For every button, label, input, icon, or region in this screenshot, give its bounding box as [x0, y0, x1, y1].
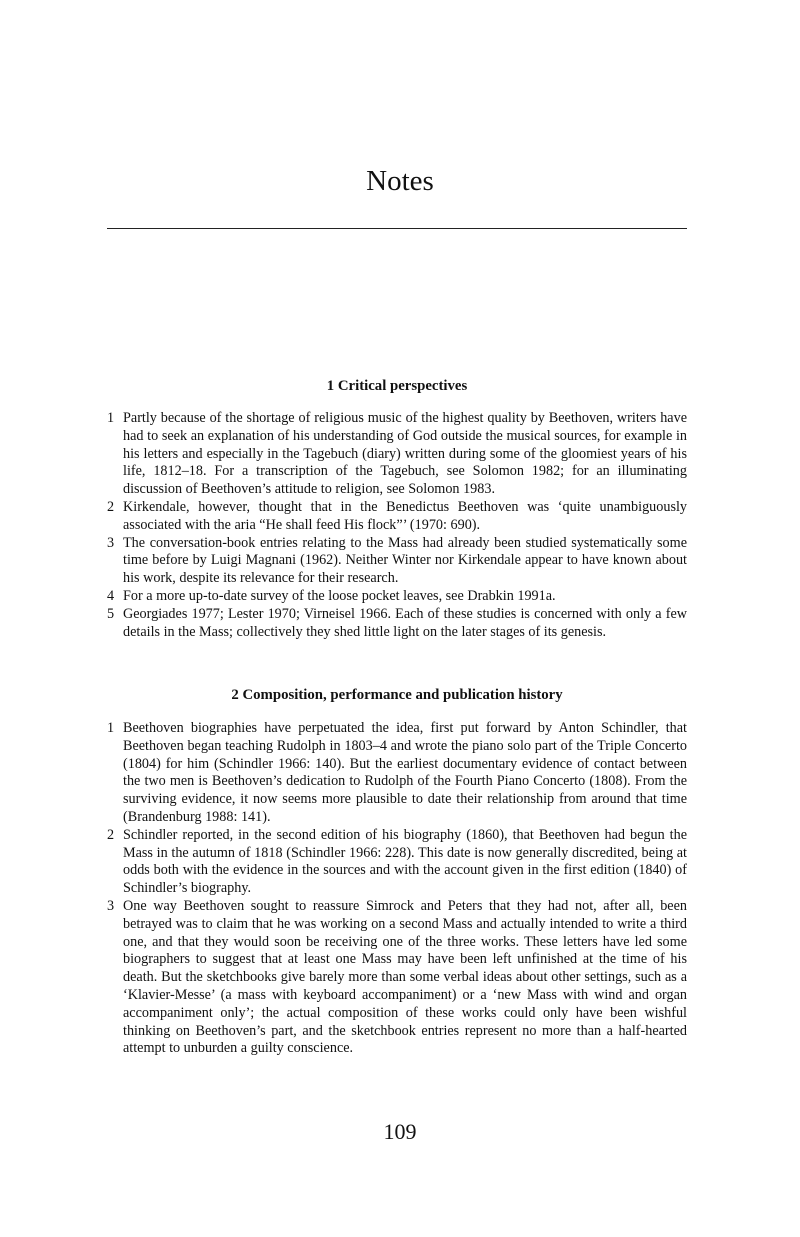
note-number: 2	[107, 826, 115, 843]
note-text: Partly because of the shortage of religious music of the highest quality by Beethoven, writers have had to seek an explanation of his understanding of God outside the musical sources, for example in his letters and especially in the Tagebuch (diary) written during some of the gloomiest years of his life, 1812–18. For a transcription of the Tagebuch, see Solomon 1982; for an illuminating discussion of Beethoven’s attitude to religion, see Solomon 1983.	[123, 410, 687, 498]
note-text: Schindler reported, in the second edition of his biography (1860), that Beethoven had begun the Mass in the autumn of 1818 (Schindler 1966: 228). This date is now generally discredited, being at odds both with the evidence in the sources and with the account given in the first edition (1840) of Schindler’s biography.	[123, 826, 687, 897]
note-item	[107, 535, 687, 588]
section-heading-critical-perspectives: 1 Critical perspectives	[326, 378, 468, 394]
note-text: Georgiades 1977; Lester 1970; Virneisel 1966. Each of these studies is concerned with only a few details in the Mass; collectively they shed little light on the later stages of its genesis.	[123, 605, 687, 640]
note-number: 4	[107, 587, 115, 604]
note-number: 5	[107, 605, 115, 622]
note-item	[107, 827, 687, 898]
page-title: Notes	[366, 165, 434, 197]
note-item	[107, 499, 687, 535]
note-item	[107, 410, 687, 499]
note-number: 3	[107, 534, 115, 551]
note-text: Kirkendale, however, thought that in the Benedictus Beethoven was ‘quite unambiguously associated with the aria “He shall feed His flock”’ (1970: 690).	[123, 498, 687, 533]
note-item	[107, 720, 687, 827]
note-text: One way Beethoven sought to reassure Simrock and Peters that they had not, after all, been betrayed was to claim that he was working on a second Mass and actually intended to write a third one, and that they would soon be receiving one of the three works. These letters have led some biographers to suggest that at least one Mass may have been left unfinished at the time of his death. But the sketchbooks give barely more than some verbal ideas about other settings, such as a ‘Klavier-Messe’ (a mass with keyboard accompaniment) or a ‘new Mass with wind and organ accompaniment only’; the actual composition of these works could only have been wishful thinking on Beethoven’s part, and the sketchbook entries represent no more than a half-hearted attempt to unburden a guilty conscience.	[123, 897, 687, 1057]
note-text: Beethoven biographies have perpetuated the idea, first put forward by Anton Schindler, that Beethoven began teaching Rudolph in 1803–4 and wrote the piano solo part of the Triple Concerto (1804) for him (Schindler 1966: 140). But the earliest documentary evidence of contact between the two men is Beethoven’s dedication to Rudolph of the Fourth Piano Concerto (1808). From the surviving evidence, it now seems more plausible to date their relationship from around that time (Brandenburg 1988: 141).	[123, 720, 687, 825]
note-text: The conversation-book entries relating to the Mass had already been studied systematically some time before by Luigi Magnani (1962). Neither Winter nor Kirkendale appear to have known about his work, despite its relevance for their research.	[123, 534, 687, 587]
notes-list-section-2	[107, 720, 687, 1058]
notes-list-section-1	[107, 410, 687, 641]
note-number: 1	[107, 720, 115, 736]
note-item	[107, 898, 687, 1058]
note-item	[107, 588, 687, 606]
note-text: For a more up-to-date survey of the loose pocket leaves, see Drabkin 1991a.	[123, 587, 556, 604]
note-number: 2	[107, 498, 115, 515]
title-divider	[107, 228, 687, 229]
section-heading-composition-history: 2 Composition, performance and publication history	[231, 687, 563, 703]
note-item	[107, 606, 687, 642]
note-number: 1	[107, 410, 115, 426]
page-number: 109	[383, 1119, 417, 1144]
note-number: 3	[107, 897, 115, 914]
